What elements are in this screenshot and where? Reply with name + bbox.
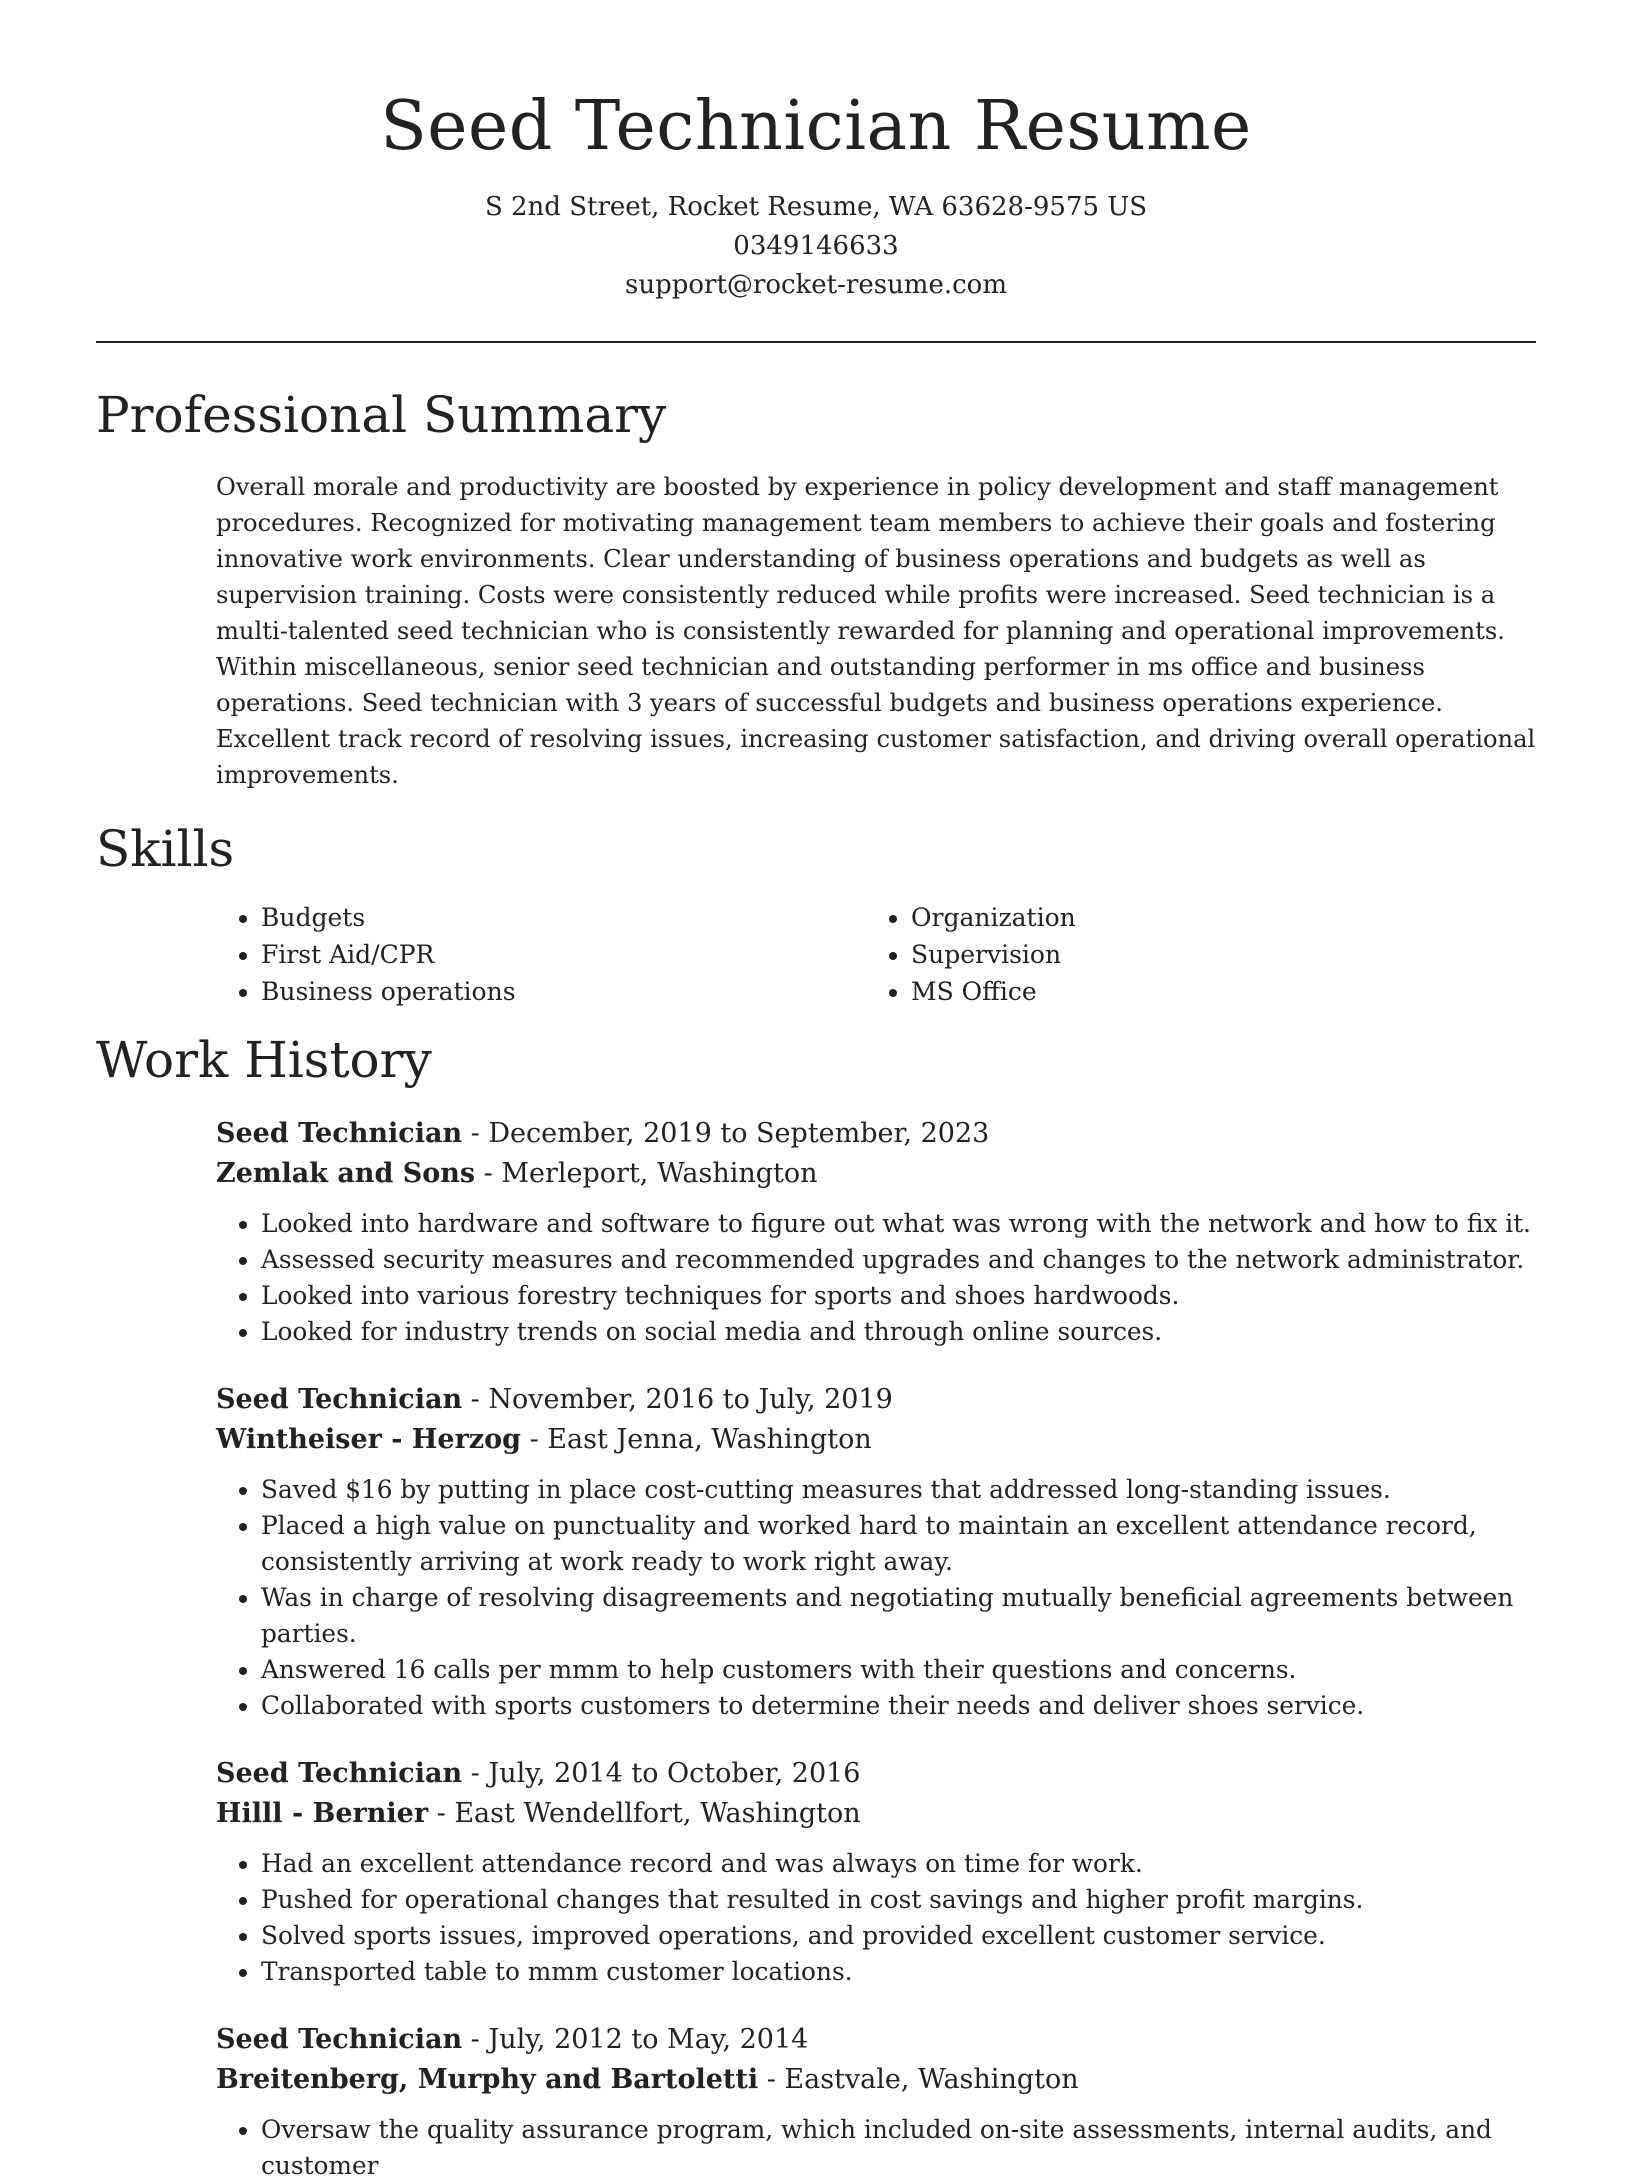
resume-header	[96, 0, 1536, 305]
job-title: Seed Technician	[216, 1118, 463, 1149]
job-bullet: • Answered 16 calls per mmm to help customers with their questions and concerns.	[261, 1652, 1536, 1688]
skill-item: • Organization	[911, 899, 1516, 936]
job-title-line	[216, 1380, 1536, 1420]
job-title: Seed Technician	[216, 2024, 463, 2055]
job-company: Wintheiser - Herzog	[216, 1424, 522, 1455]
skills-column-right	[866, 899, 1516, 1010]
job-company-line	[216, 2060, 1536, 2100]
skills-column-left	[216, 899, 866, 1010]
job-bullet: • Oversaw the quality assurance program, which included on-site assessments, internal audits, and customer	[261, 2112, 1536, 2184]
job-bullet: • Assessed security measures and recommended upgrades and changes to the network administrator.	[261, 1242, 1536, 1278]
job-bullet: • Solved sports issues, improved operations, and provided excellent customer service.	[261, 1918, 1536, 1954]
job-dates: - July, 2012 to May, 2014	[462, 2024, 809, 2055]
job-bullet: • Had an excellent attendance record and was always on time for work.	[261, 1846, 1536, 1882]
skill-item: • MS Office	[911, 973, 1516, 1010]
job-title: Seed Technician	[216, 1384, 463, 1415]
job-dates: - July, 2014 to October, 2016	[462, 1758, 861, 1789]
contact-info	[96, 188, 1536, 305]
job-company-line	[216, 1154, 1536, 1194]
job-bullets	[216, 1472, 1536, 1724]
skill-item: • Business operations	[261, 973, 866, 1010]
header-divider	[96, 341, 1536, 343]
job-title-line	[216, 1114, 1536, 1154]
job-bullet: • Looked into various forestry techniques for sports and shoes hardwoods.	[261, 1278, 1536, 1314]
job-location: - Merleport, Washington	[475, 1158, 818, 1189]
skills-heading: Skills	[96, 820, 235, 878]
job-bullets	[216, 2112, 1536, 2184]
job-dates: - November, 2016 to July, 2019	[462, 1384, 893, 1415]
skill-item: • Budgets	[261, 899, 866, 936]
job-company: Breitenberg, Murphy and Bartoletti	[216, 2064, 759, 2095]
job-company: Zemlak and Sons	[216, 1158, 476, 1189]
email-text: support@rocket-resume.com	[624, 270, 1007, 300]
job-company-line	[216, 1420, 1536, 1460]
job-entry	[216, 1380, 1536, 1724]
job-bullet: • Saved $16 by putting in place cost-cutting measures that addressed long-standing issues.	[261, 1472, 1536, 1508]
job-bullet: • Placed a high value on punctuality and worked hard to maintain an excellent attendance record, consistently arriving at work ready to work right away.	[261, 1508, 1536, 1580]
summary-text: Overall morale and productivity are boosted by experience in policy development and staff management procedures. Recognized for motivating management team members to achieve their goals and fostering innovative work environments. Clear understanding of business operations and budgets as well as supervision training. Costs were consistently reduced while profits were increased. Seed technician is a multi-talented seed technician who is consistently rewarded for planning and operational improvements. Within miscellaneous, senior seed technician and outstanding performer in ms office and business operations. Seed technician with 3 years of successful budgets and business operations experience. Excellent track record of resolving issues, increasing customer satisfaction, and driving overall operational improvements.	[216, 473, 1536, 789]
job-entry	[216, 1754, 1536, 1990]
job-title-line	[216, 1754, 1536, 1794]
job-bullet: • Transported table to mmm customer locations.	[261, 1954, 1536, 1990]
address-text: S 2nd Street, Rocket Resume, WA 63628-9575 US	[484, 192, 1148, 222]
job-bullet: • Was in charge of resolving disagreements and negotiating mutually beneficial agreements between parties.	[261, 1580, 1536, 1652]
work-history-heading: Work History	[96, 1031, 432, 1089]
job-bullet: • Pushed for operational changes that resulted in cost savings and higher profit margins.	[261, 1882, 1536, 1918]
phone-text: 0349146633	[733, 231, 899, 261]
job-entry	[216, 1114, 1536, 1350]
job-title: Seed Technician	[216, 1758, 463, 1789]
job-location: - East Jenna, Washington	[521, 1424, 872, 1455]
job-bullets	[216, 1846, 1536, 1990]
summary-heading: Professional Summary	[96, 386, 667, 444]
job-bullet: • Looked for industry trends on social media and through online sources.	[261, 1314, 1536, 1350]
skill-item: • Supervision	[911, 936, 1516, 973]
job-bullets	[216, 1206, 1536, 1350]
skills-list	[216, 899, 1536, 1010]
job-company: Hilll - Bernier	[216, 1798, 429, 1829]
job-location: - Eastvale, Washington	[758, 2064, 1079, 2095]
job-title-line	[216, 2020, 1536, 2060]
job-company-line	[216, 1794, 1536, 1834]
job-location: - East Wendellfort, Washington	[428, 1798, 861, 1829]
resume-title: Seed Technician Resume	[380, 87, 1252, 166]
resume-page	[96, 0, 1536, 2184]
job-bullet: • Collaborated with sports customers to determine their needs and deliver shoes service.	[261, 1688, 1536, 1724]
job-entry	[216, 2020, 1536, 2184]
skill-item: • First Aid/CPR	[261, 936, 866, 973]
job-dates: - December, 2019 to September, 2023	[462, 1118, 990, 1149]
job-bullet: • Looked into hardware and software to figure out what was wrong with the network and how to fix it.	[261, 1206, 1536, 1242]
